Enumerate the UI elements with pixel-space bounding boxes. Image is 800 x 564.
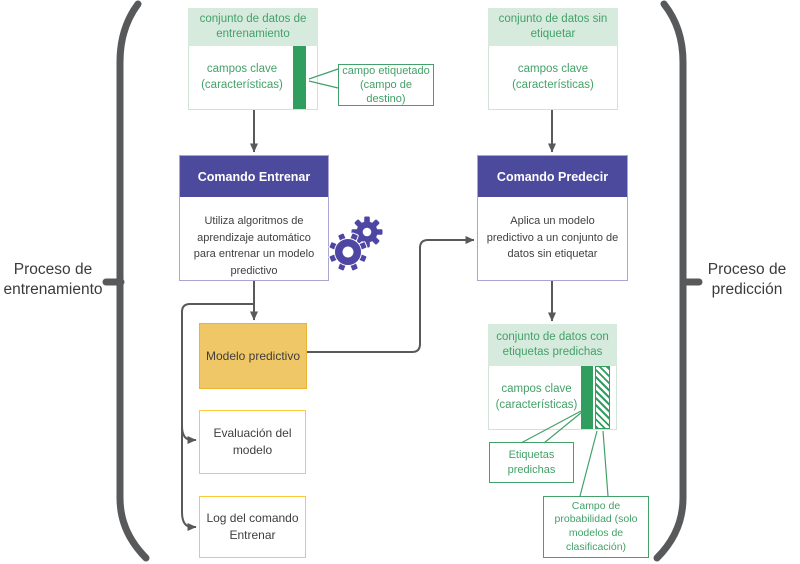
train-command-title: Comando Entrenar xyxy=(180,156,328,197)
training-dataset-fields-label: campos clave (características) xyxy=(201,63,283,91)
unlabeled-dataset-box xyxy=(488,8,618,110)
train-command-description: Utiliza algoritmos de aprendizaje automático para entrenar un modelo predictivo xyxy=(193,215,315,277)
gears-icon xyxy=(329,217,383,272)
arrow-model-to-predict xyxy=(307,240,474,352)
right-bracket xyxy=(657,4,683,558)
predicted-labels-bar xyxy=(581,366,593,429)
prediction-process-label: Proceso de predicción xyxy=(707,261,787,298)
predicted-dataset-fields-label: campos clave (características) xyxy=(495,383,578,411)
train-command-box xyxy=(179,155,329,281)
predicted-dataset-header: conjunto de datos con etiquetas predichas xyxy=(488,324,617,366)
probability-field-callout xyxy=(543,496,649,558)
predict-command-description: Aplica un modelo predictivo a un conjunto de datos sin etiquetar xyxy=(486,215,619,260)
labeled-field-bar xyxy=(293,46,306,109)
predicted-dataset-body xyxy=(488,366,617,430)
model-evaluation-label: Evaluación del modelo xyxy=(213,426,292,457)
training-dataset-body xyxy=(188,46,318,110)
predictive-model-box xyxy=(199,323,307,389)
predicted-labels-callout-text: Etiquetas predichas xyxy=(507,449,556,476)
predictive-model-label: Modelo predictivo xyxy=(205,348,301,363)
arrow-train-to-evaluation xyxy=(182,426,196,440)
predict-command-box xyxy=(477,155,628,281)
unlabeled-dataset-fields-label: campos clave (características) xyxy=(512,63,594,91)
unlabeled-dataset-header: conjunto de datos sin etiquetar xyxy=(488,8,618,46)
labeled-field-callout xyxy=(338,64,434,106)
predicted-dataset-box xyxy=(488,324,617,430)
labeled-field-callout-text: campo etiquetado (campo de destino) xyxy=(342,64,430,106)
probability-field-callout-text: Campo de probabilidad (solo modelos de clasificación) xyxy=(554,499,638,553)
probability-field-leader xyxy=(580,431,608,496)
training-dataset-box xyxy=(188,8,318,110)
probability-field-bar xyxy=(595,366,610,429)
unlabeled-dataset-body xyxy=(488,46,618,110)
left-bracket xyxy=(120,4,146,558)
model-evaluation-box xyxy=(199,410,306,474)
train-log-label: Log del comando Entrenar xyxy=(206,511,299,542)
training-process-label: Proceso de entrenamiento xyxy=(3,261,103,298)
train-log-box xyxy=(199,496,306,558)
training-dataset-header: conjunto de datos de entrenamiento xyxy=(188,8,318,46)
predict-command-title: Comando Predecir xyxy=(478,156,627,197)
predicted-labels-callout xyxy=(489,442,574,483)
